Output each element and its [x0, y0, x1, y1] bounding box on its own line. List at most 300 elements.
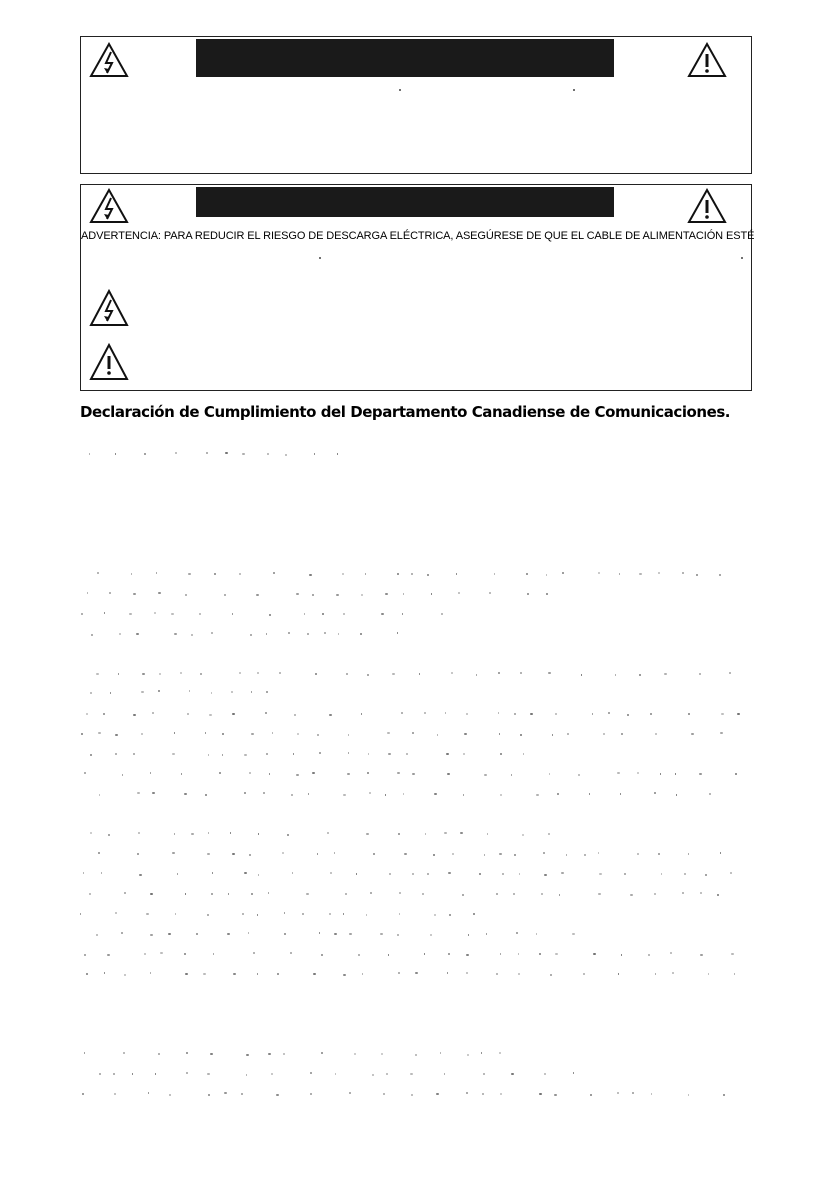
- faint-text-mark: [741, 257, 743, 259]
- faint-text-mark: [433, 854, 435, 856]
- faint-text-mark: [138, 832, 140, 834]
- faint-text-mark: [397, 772, 400, 774]
- faint-text-mark: [708, 973, 709, 975]
- faint-text-mark: [467, 1054, 469, 1056]
- exclamation-warning-icon: [687, 42, 727, 78]
- faint-text-mark: [136, 633, 139, 635]
- faint-text-mark: [205, 732, 206, 734]
- faint-text-mark: [107, 954, 110, 956]
- faint-text-mark: [699, 673, 701, 675]
- faint-text-mark: [251, 691, 252, 693]
- faint-text-mark: [309, 574, 312, 576]
- faint-text-mark: [258, 833, 259, 835]
- faint-text-mark: [175, 452, 177, 454]
- faint-text-mark: [451, 672, 453, 674]
- section-heading: Declaración de Cumplimiento del Departamento Canadiense de Comunicaciones.: [80, 403, 731, 421]
- faint-text-mark: [268, 1053, 271, 1055]
- faint-text-mark: [603, 733, 605, 735]
- faint-text-mark: [447, 972, 448, 974]
- faint-text-mark: [572, 933, 575, 935]
- faint-text-mark: [717, 894, 719, 896]
- faint-text-mark: [548, 833, 550, 835]
- faint-text-mark: [175, 913, 176, 915]
- faint-text-mark: [487, 833, 488, 835]
- faint-text-mark: [346, 673, 348, 675]
- faint-text-mark: [306, 893, 309, 895]
- faint-text-mark: [539, 953, 541, 955]
- faint-text-mark: [366, 914, 367, 916]
- faint-text-mark: [660, 773, 661, 775]
- faint-text-mark: [250, 634, 252, 636]
- faint-text-mark: [627, 714, 629, 716]
- faint-text-mark: [618, 973, 619, 975]
- advertencia-text: ADVERTENCIA: PARA REDUCIR EL RIESGO DE DESCARGA ELÉCTRICA, ASEGÚRESE DE QUE EL CABLE DE ALIMENTACIÓN ESTÉ: [81, 230, 755, 242]
- faint-text-mark: [566, 854, 567, 856]
- faint-text-mark: [720, 852, 721, 854]
- faint-text-mark: [499, 853, 502, 855]
- faint-text-mark: [617, 772, 620, 774]
- faint-text-mark: [335, 1073, 336, 1075]
- faint-text-mark: [287, 834, 289, 836]
- faint-text-mark: [82, 1093, 84, 1095]
- faint-text-mark: [232, 713, 235, 715]
- faint-text-mark: [452, 853, 454, 855]
- faint-text-mark: [285, 454, 287, 456]
- faint-text-mark: [632, 1092, 634, 1094]
- faint-text-mark: [268, 892, 269, 894]
- faint-text-mark: [169, 1094, 171, 1096]
- faint-text-mark: [86, 713, 88, 715]
- faint-text-mark: [155, 1073, 156, 1075]
- faint-text-mark: [700, 892, 702, 894]
- faint-text-mark: [639, 573, 642, 575]
- faint-text-mark: [191, 833, 194, 835]
- faint-text-mark: [427, 574, 429, 576]
- faint-text-mark: [361, 713, 362, 715]
- faint-text-mark: [700, 954, 703, 956]
- faint-text-mark: [203, 973, 206, 975]
- faint-text-mark: [108, 834, 110, 836]
- faint-text-mark: [500, 794, 502, 796]
- faint-text-mark: [578, 774, 580, 776]
- faint-text-mark: [526, 573, 528, 575]
- faint-text-mark: [230, 832, 231, 834]
- faint-text-mark: [103, 713, 105, 715]
- faint-text-mark: [276, 1094, 279, 1096]
- faint-text-mark: [392, 673, 395, 675]
- faint-text-mark: [412, 873, 414, 875]
- faint-text-mark: [388, 954, 389, 956]
- faint-text-mark: [208, 754, 209, 756]
- faint-text-mark: [541, 893, 543, 895]
- exclamation-symbol-icon: [89, 343, 129, 381]
- faint-text-mark: [219, 772, 221, 774]
- faint-text-mark: [496, 893, 498, 895]
- faint-text-mark: [239, 672, 241, 674]
- faint-text-mark: [598, 893, 601, 895]
- faint-text-mark: [380, 933, 383, 935]
- faint-text-mark: [449, 914, 451, 916]
- faint-text-mark: [721, 713, 724, 715]
- faint-text-mark: [619, 573, 620, 575]
- faint-text-mark: [241, 1093, 243, 1095]
- faint-text-mark: [676, 794, 677, 796]
- faint-text-mark: [444, 1073, 445, 1075]
- faint-text-mark: [319, 752, 321, 754]
- faint-text-mark: [246, 1074, 247, 1076]
- faint-text-mark: [651, 1093, 652, 1095]
- faint-text-mark: [555, 713, 557, 715]
- faint-text-mark: [139, 874, 142, 876]
- faint-text-mark: [729, 672, 731, 674]
- faint-text-mark: [208, 1094, 210, 1096]
- faint-text-mark: [90, 754, 92, 756]
- faint-text-mark: [723, 1094, 725, 1096]
- faint-text-mark: [520, 734, 522, 736]
- faint-text-mark: [511, 1073, 514, 1075]
- faint-text-mark: [334, 852, 335, 854]
- faint-text-mark: [440, 1052, 441, 1054]
- faint-text-mark: [133, 714, 136, 716]
- faint-text-mark: [84, 1052, 85, 1054]
- faint-text-mark: [263, 792, 265, 794]
- faint-text-mark: [146, 913, 149, 915]
- faint-text-mark: [314, 453, 315, 455]
- faint-text-mark: [358, 954, 360, 956]
- faint-text-mark: [410, 1073, 413, 1075]
- faint-text-mark: [267, 453, 269, 455]
- faint-text-mark: [144, 453, 146, 455]
- faint-text-mark: [397, 934, 399, 936]
- faint-text-mark: [620, 793, 621, 795]
- faint-text-mark: [682, 892, 684, 894]
- faint-text-mark: [257, 914, 258, 916]
- faint-text-mark: [158, 592, 161, 594]
- faint-text-mark: [302, 913, 304, 915]
- faint-text-mark: [361, 594, 363, 596]
- faint-text-mark: [549, 773, 550, 775]
- faint-text-mark: [336, 594, 339, 596]
- faint-text-mark: [484, 854, 485, 856]
- faint-text-mark: [124, 974, 126, 976]
- faint-text-mark: [231, 691, 233, 693]
- faint-text-mark: [148, 1092, 149, 1094]
- faint-text-mark: [489, 592, 491, 594]
- faint-text-mark: [675, 773, 676, 775]
- faint-text-mark: [670, 952, 672, 954]
- faint-text-mark: [356, 873, 357, 875]
- faint-text-mark: [583, 973, 585, 975]
- faint-text-mark: [684, 873, 686, 875]
- faint-text-mark: [123, 1052, 125, 1054]
- faint-text-mark: [251, 733, 254, 735]
- faint-text-mark: [150, 972, 151, 974]
- faint-text-mark: [637, 772, 639, 774]
- faint-text-mark: [581, 674, 582, 676]
- faint-text-mark: [431, 593, 432, 595]
- faint-text-mark: [101, 872, 102, 874]
- faint-text-mark: [277, 973, 279, 975]
- faint-text-mark: [494, 573, 495, 575]
- faint-text-mark: [334, 933, 337, 935]
- faint-text-mark: [468, 934, 469, 936]
- faint-text-mark: [573, 1072, 574, 1074]
- faint-text-mark: [329, 913, 331, 915]
- faint-text-mark: [555, 953, 558, 955]
- faint-text-mark: [473, 913, 475, 915]
- faint-text-mark: [304, 613, 305, 615]
- faint-text-mark: [731, 953, 734, 955]
- faint-text-mark: [266, 691, 268, 693]
- faint-text-mark: [389, 873, 391, 875]
- faint-text-mark: [592, 713, 593, 715]
- faint-text-mark: [709, 793, 711, 795]
- faint-text-mark: [441, 613, 443, 615]
- faint-text-mark: [448, 872, 451, 874]
- faint-text-mark: [399, 89, 401, 91]
- faint-text-mark: [150, 893, 153, 895]
- warning-box-bottom: [80, 184, 755, 391]
- faint-text-mark: [96, 673, 99, 675]
- faint-text-mark: [266, 753, 268, 755]
- faint-text-mark: [372, 1074, 374, 1076]
- faint-text-mark: [385, 794, 386, 796]
- faint-text-mark: [448, 953, 450, 955]
- faint-text-mark: [269, 773, 270, 775]
- faint-text-mark: [483, 1073, 485, 1075]
- faint-text-mark: [249, 772, 251, 774]
- faint-text-mark: [119, 633, 121, 635]
- faint-text-mark: [172, 753, 175, 755]
- faint-text-mark: [222, 733, 224, 735]
- faint-text-mark: [315, 673, 317, 675]
- warning-title-bar: [196, 187, 614, 217]
- faint-text-mark: [246, 1054, 249, 1056]
- faint-text-mark: [211, 692, 212, 694]
- faint-text-mark: [411, 1094, 413, 1096]
- faint-text-mark: [321, 954, 323, 956]
- faint-text-mark: [419, 673, 420, 675]
- faint-text-mark: [210, 1053, 213, 1055]
- faint-text-mark: [159, 673, 161, 675]
- faint-text-mark: [239, 573, 241, 575]
- faint-text-mark: [329, 714, 332, 716]
- faint-text-mark: [343, 613, 345, 615]
- faint-text-mark: [142, 673, 145, 675]
- faint-text-mark: [412, 732, 414, 734]
- faint-text-mark: [463, 753, 465, 755]
- faint-text-mark: [345, 893, 347, 895]
- faint-text-mark: [411, 573, 413, 575]
- faint-text-mark: [523, 753, 524, 755]
- faint-text-mark: [462, 894, 464, 896]
- faint-text-mark: [158, 1053, 160, 1055]
- faint-text-mark: [349, 1092, 351, 1094]
- faint-text-mark: [422, 893, 424, 895]
- faint-text-mark: [312, 772, 315, 774]
- faint-text-mark: [562, 572, 564, 574]
- faint-text-mark: [387, 732, 390, 734]
- faint-text-mark: [207, 914, 209, 916]
- faint-text-mark: [186, 1052, 188, 1054]
- faint-text-mark: [543, 852, 545, 854]
- faint-text-mark: [184, 793, 187, 795]
- faint-text-mark: [97, 572, 99, 574]
- faint-text-mark: [658, 853, 660, 855]
- faint-text-mark: [373, 853, 375, 855]
- faint-text-mark: [294, 714, 296, 716]
- faint-text-mark: [621, 733, 623, 735]
- faint-text-mark: [500, 953, 501, 955]
- faint-text-mark: [502, 873, 504, 875]
- faint-text-mark: [456, 573, 457, 575]
- faint-text-mark: [682, 572, 684, 574]
- faint-text-mark: [447, 773, 450, 775]
- faint-text-mark: [317, 734, 319, 736]
- faint-text-mark: [307, 633, 309, 635]
- faint-text-mark: [608, 712, 610, 714]
- faint-text-mark: [207, 853, 210, 855]
- faint-text-mark: [399, 892, 401, 894]
- faint-text-mark: [550, 974, 552, 976]
- faint-text-mark: [527, 593, 529, 595]
- faint-text-mark: [98, 852, 100, 854]
- faint-text-mark: [81, 733, 83, 735]
- faint-text-mark: [654, 792, 656, 794]
- faint-text-mark: [256, 594, 259, 596]
- faint-text-mark: [90, 692, 92, 694]
- faint-text-mark: [546, 593, 548, 595]
- faint-text-mark: [154, 612, 156, 614]
- faint-text-mark: [266, 633, 267, 635]
- faint-text-mark: [124, 892, 126, 894]
- faint-text-mark: [248, 932, 249, 934]
- faint-text-mark: [80, 913, 81, 915]
- faint-text-mark: [208, 832, 209, 834]
- faint-text-mark: [160, 952, 163, 954]
- faint-text-mark: [324, 632, 326, 634]
- faint-text-mark: [317, 853, 318, 855]
- faint-text-mark: [403, 793, 404, 795]
- faint-text-mark: [110, 692, 111, 694]
- faint-text-mark: [617, 1092, 619, 1094]
- faint-text-mark: [688, 713, 690, 715]
- faint-text-mark: [292, 872, 293, 874]
- faint-text-mark: [242, 453, 245, 455]
- faint-text-mark: [174, 633, 177, 635]
- faint-text-mark: [402, 613, 403, 615]
- faint-text-mark: [544, 1073, 546, 1075]
- faint-text-mark: [424, 953, 425, 955]
- faint-text-mark: [249, 854, 251, 856]
- faint-text-mark: [446, 753, 449, 755]
- faint-text-mark: [185, 594, 187, 596]
- faint-text-mark: [330, 872, 332, 874]
- faint-text-mark: [730, 872, 732, 874]
- faint-text-mark: [362, 973, 363, 975]
- faint-text-mark: [288, 632, 290, 634]
- faint-text-mark: [561, 872, 564, 874]
- faint-text-mark: [548, 672, 551, 674]
- faint-text-mark: [338, 633, 339, 635]
- faint-text-mark: [370, 892, 372, 894]
- faint-text-mark: [293, 753, 294, 755]
- faint-text-mark: [621, 954, 622, 956]
- faint-text-mark: [343, 974, 346, 976]
- faint-text-mark: [244, 754, 247, 756]
- faint-text-mark: [184, 953, 186, 955]
- faint-text-mark: [436, 1093, 439, 1095]
- faint-text-mark: [639, 674, 641, 676]
- faint-text-mark: [191, 634, 193, 636]
- faint-text-mark: [365, 573, 366, 575]
- faint-text-mark: [424, 712, 426, 714]
- faint-text-mark: [403, 593, 404, 595]
- faint-text-mark: [522, 834, 524, 836]
- faint-text-mark: [425, 833, 426, 835]
- faint-text-mark: [696, 574, 698, 576]
- faint-text-mark: [232, 613, 233, 615]
- faint-text-mark: [212, 872, 213, 874]
- faint-text-mark: [383, 1093, 385, 1095]
- faint-text-mark: [499, 733, 500, 735]
- faint-text-mark: [343, 913, 344, 915]
- faint-text-mark: [132, 1073, 133, 1075]
- faint-text-mark: [91, 634, 93, 636]
- lightning-warning-icon: [89, 188, 129, 224]
- faint-text-mark: [265, 712, 267, 714]
- faint-text-mark: [404, 853, 407, 855]
- faint-text-mark: [479, 873, 481, 875]
- faint-text-mark: [688, 1094, 689, 1096]
- faint-text-mark: [484, 774, 487, 776]
- faint-text-mark: [269, 614, 271, 616]
- faint-text-mark: [185, 973, 188, 975]
- faint-text-mark: [186, 1072, 188, 1074]
- faint-text-mark: [349, 933, 352, 935]
- faint-text-mark: [366, 833, 369, 835]
- faint-text-mark: [466, 972, 468, 974]
- faint-text-mark: [536, 933, 537, 935]
- faint-text-mark: [232, 853, 235, 855]
- faint-text-mark: [131, 573, 132, 575]
- faint-text-mark: [444, 832, 447, 834]
- lightning-symbol-icon: [89, 289, 129, 327]
- faint-text-mark: [544, 874, 547, 876]
- faint-text-mark: [312, 594, 314, 596]
- faint-text-mark: [129, 613, 132, 615]
- faint-text-mark: [427, 873, 429, 875]
- faint-text-mark: [705, 874, 707, 876]
- faint-text-mark: [150, 934, 153, 936]
- faint-text-mark: [415, 972, 418, 974]
- faint-text-mark: [213, 953, 214, 955]
- faint-text-mark: [399, 913, 400, 915]
- faint-text-mark: [637, 853, 639, 855]
- faint-text-mark: [244, 792, 246, 794]
- faint-text-mark: [398, 972, 400, 974]
- faint-text-mark: [460, 832, 463, 834]
- faint-text-mark: [630, 894, 633, 896]
- faint-text-mark: [121, 932, 123, 934]
- faint-text-mark: [242, 913, 244, 915]
- faint-text-mark: [225, 452, 228, 454]
- faint-text-mark: [180, 672, 182, 674]
- faint-text-mark: [310, 1072, 312, 1074]
- faint-text-mark: [398, 833, 400, 835]
- faint-text-mark: [539, 1093, 542, 1095]
- faint-text-mark: [514, 854, 516, 856]
